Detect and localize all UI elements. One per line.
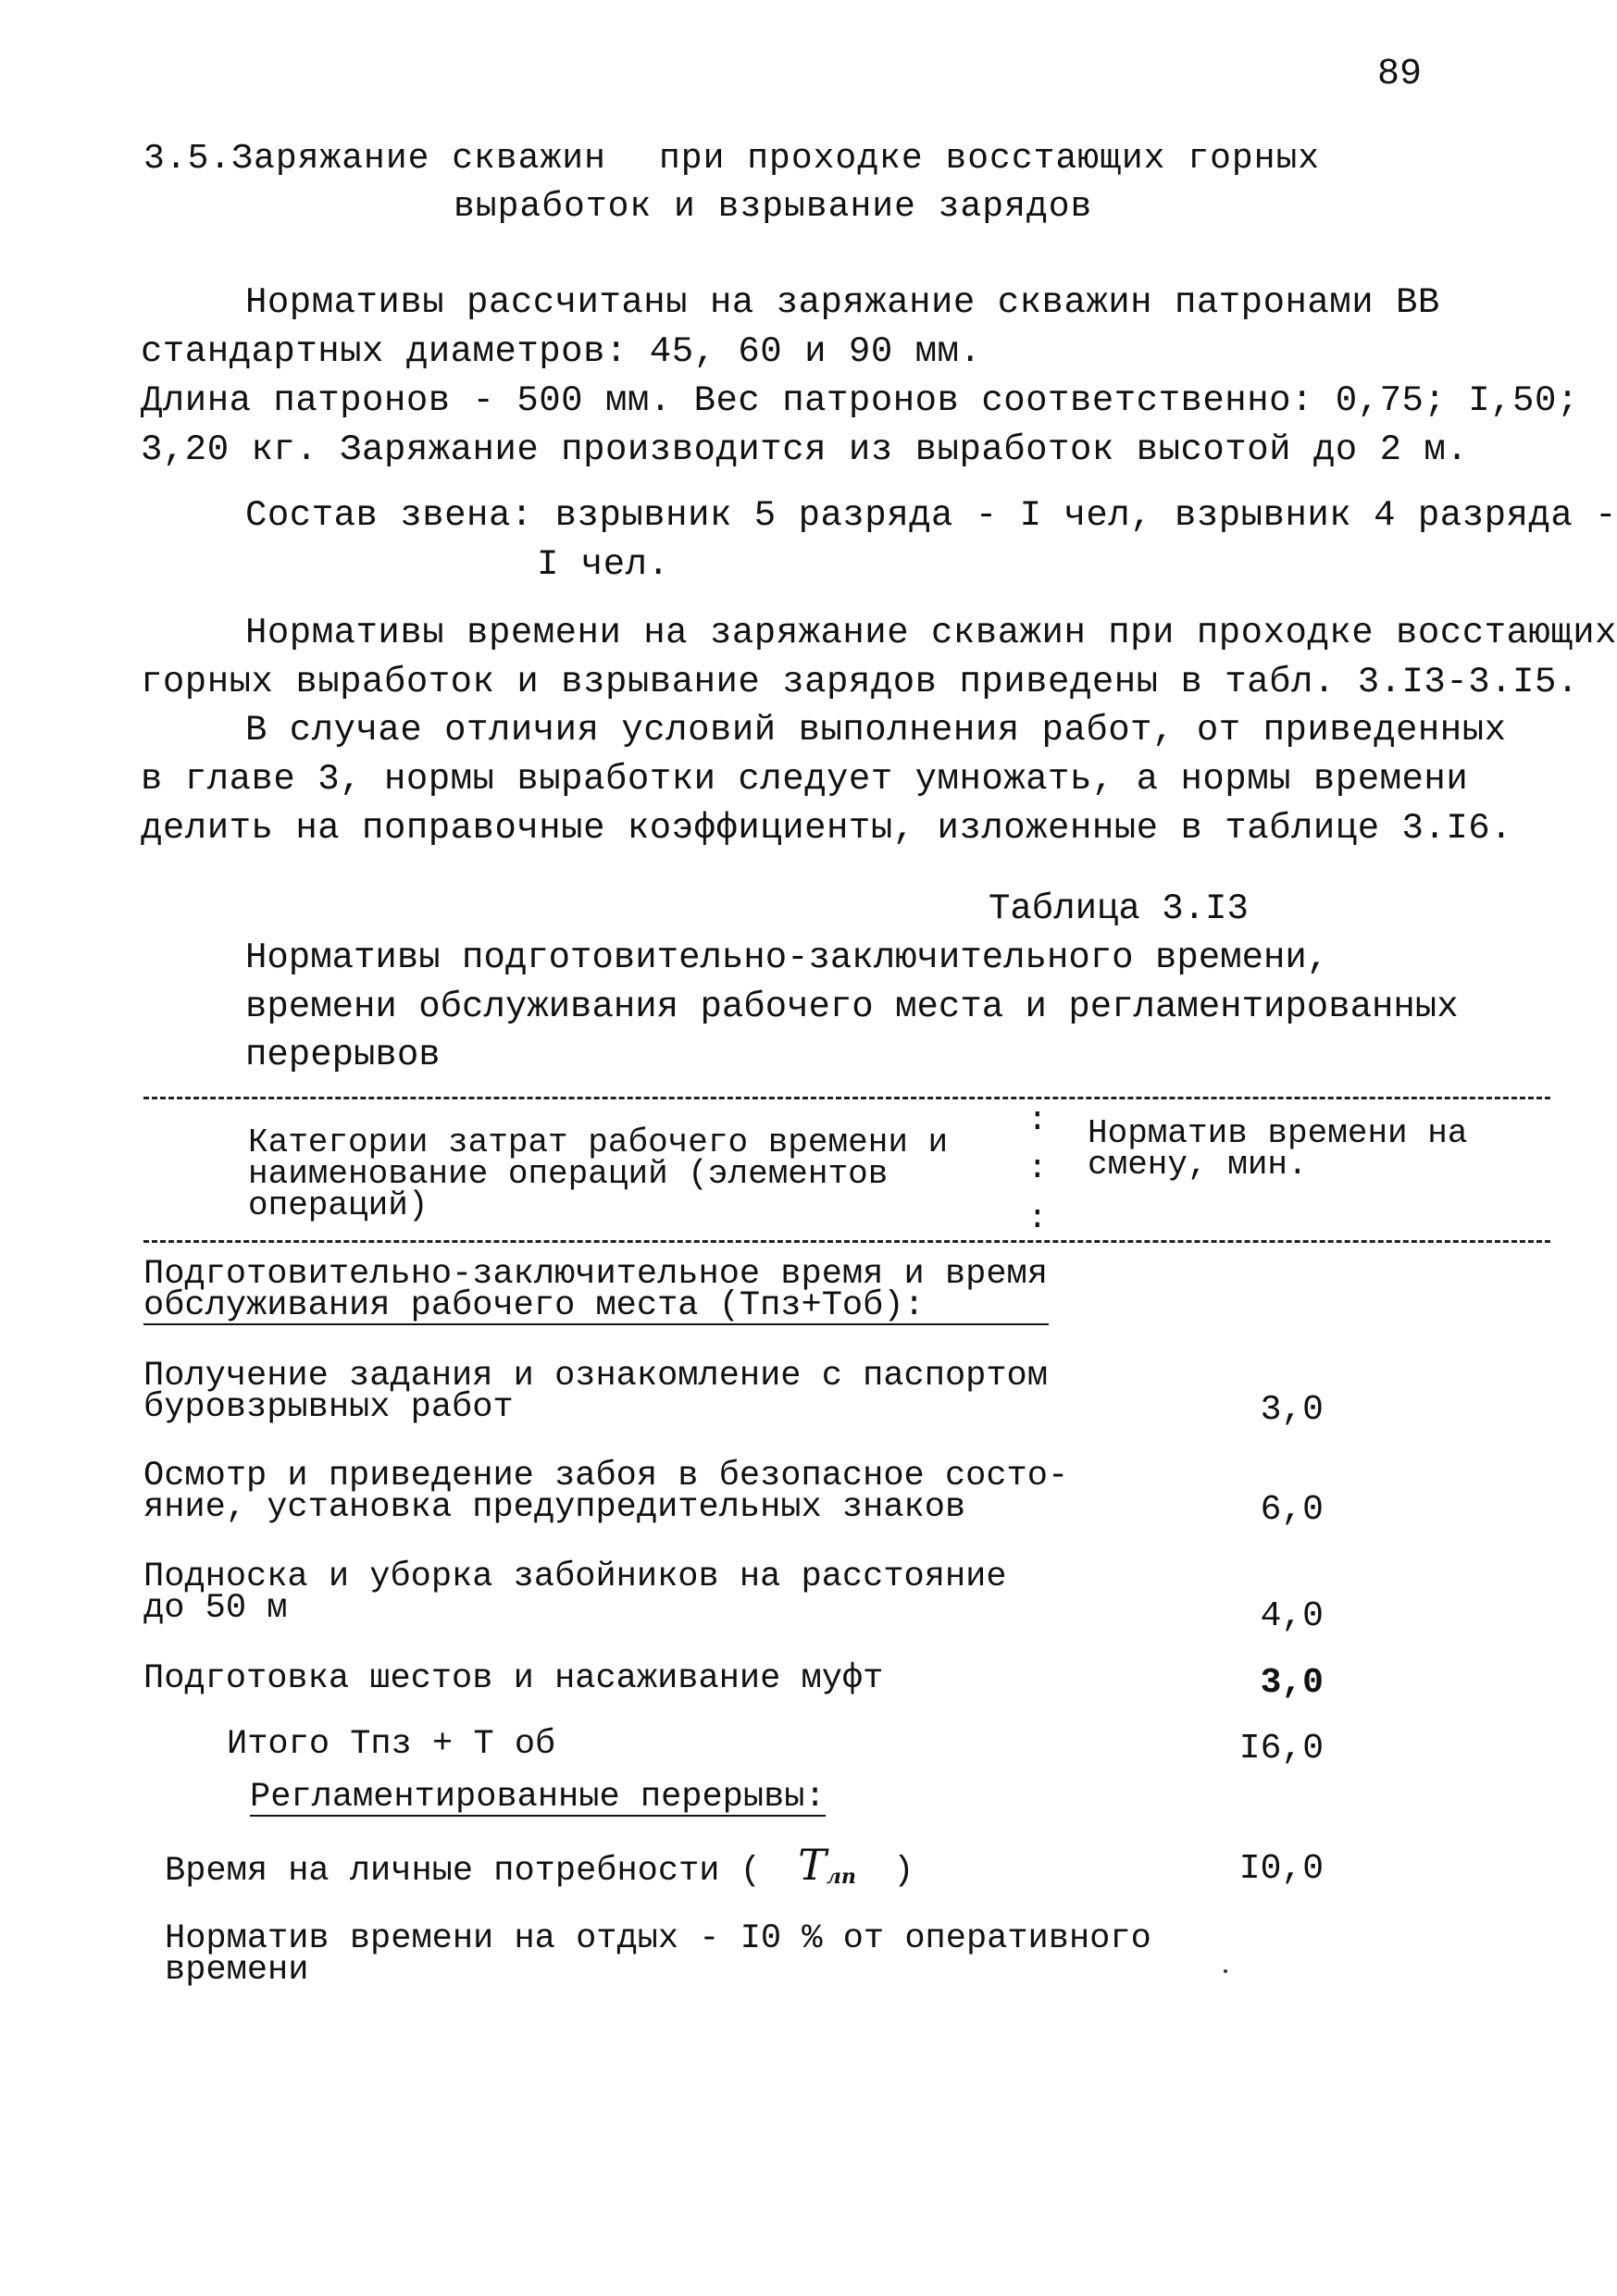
rest-norm-line-2: времени bbox=[165, 1951, 309, 1990]
personal-needs-label bbox=[165, 1840, 914, 1893]
paragraph-2-line-2: 3,20 кг. Заряжание производится из выработок высотой до 2 м. bbox=[141, 429, 1469, 470]
table-row-2-text-line-1: Осмотр и приведение забоя в безопасное состо- bbox=[143, 1457, 1069, 1496]
section-title-continued: при проходке восстающих горных bbox=[659, 139, 1321, 179]
paragraph-2-line-1: Длина патронов - 500 мм. Вес патронов соответственно: 0,75; I,50; bbox=[141, 380, 1579, 421]
table-row-3-text-line-1: Подноска и уборка забойников на расстояние bbox=[143, 1558, 1007, 1596]
total-value: I6,0 bbox=[1238, 1729, 1324, 1769]
personal-needs-close-paren: ) bbox=[893, 1852, 914, 1891]
paragraph-4-line-2: горных выработок и взрывание зарядов приведены в табл. 3.I3-3.I5. bbox=[141, 662, 1579, 702]
table-row-3-value: 4,0 bbox=[1260, 1596, 1324, 1636]
personal-needs-value: I0,0 bbox=[1238, 1849, 1324, 1889]
paragraph-5-line-3: делить на поправочные коэффициенты, изложенные в таблице 3.I6. bbox=[141, 808, 1513, 849]
table-row-2-value: 6,0 bbox=[1260, 1490, 1324, 1530]
section-1-heading-line-1: Подготовительно-заключительное время и время bbox=[143, 1255, 1048, 1294]
paragraph-3-line-2: I чел. bbox=[537, 544, 670, 585]
table-row-4-text-line-1: Подготовка шестов и насаживание муфт bbox=[143, 1659, 884, 1698]
tlp-subscript: лп bbox=[826, 1865, 856, 1889]
personal-needs-label-text: Время на личные потребности ( bbox=[165, 1852, 761, 1891]
table-header-bottom-rule bbox=[143, 1240, 1550, 1243]
paragraph-4-line-1: Нормативы времени на заряжание скважин при проходке восстающих bbox=[245, 613, 1617, 653]
table-row-2-text-line-2: яние, установка предупредительных знаков bbox=[143, 1488, 966, 1527]
section-1-heading-line-2: обслуживания рабочего места (Тпз+Тоб): bbox=[143, 1290, 1049, 1325]
column-separator-colon: : bbox=[1027, 1199, 1048, 1237]
table-row-3-text-line-2: до 50 м bbox=[143, 1589, 288, 1628]
page-number: 89 bbox=[1377, 54, 1423, 95]
paragraph-3-line-1: Состав звена: взрывник 5 разряда - I чел, взрывник 4 разряда - bbox=[245, 495, 1617, 536]
table-row-4-value: 3,0 bbox=[1260, 1663, 1324, 1703]
stray-dot-mark bbox=[1224, 1969, 1227, 1973]
tlp-symbol: Tлп bbox=[798, 1840, 856, 1890]
section-title-line2: выработок и взрывание зарядов bbox=[454, 187, 1093, 227]
table-row-1-text-line-2: буровзрывных работ bbox=[143, 1388, 514, 1427]
table-label: Таблица 3.I3 bbox=[989, 888, 1249, 929]
table-row-1-text-line-1: Получение задания и ознакомление с паспортом bbox=[143, 1357, 1048, 1396]
header-col2-line-2: смену, мин. bbox=[1088, 1146, 1308, 1184]
paragraph-5-line-1: В случае отличия условий выполнения работ, от приведенных bbox=[245, 710, 1507, 751]
header-col1-line-1: Категории затрат рабочего времени и bbox=[248, 1123, 949, 1161]
column-separator-colon: : bbox=[1027, 1149, 1048, 1187]
paragraph-5-line-2: в главе 3, нормы выработки следует умножать, а нормы времени bbox=[141, 759, 1469, 800]
header-col1-line-3: операций) bbox=[248, 1186, 429, 1224]
table-top-rule bbox=[143, 1097, 1550, 1099]
column-separator-colon: : bbox=[1027, 1101, 1048, 1139]
table-row-1-value: 3,0 bbox=[1260, 1390, 1324, 1430]
header-col2-line-1: Норматив времени на bbox=[1088, 1114, 1468, 1152]
table-caption-line-1: Нормативы подготовительно-заключительного времени, bbox=[245, 937, 1329, 978]
table-caption-line-2: времени обслуживания рабочего места и регламентированных bbox=[245, 987, 1459, 1027]
header-col1-line-2: наименование операций (элементов bbox=[248, 1155, 889, 1193]
section-title-number: 3.5.Заряжание скважин bbox=[143, 139, 606, 179]
paragraph-1-line-2: стандартных диаметров: 45, 60 и 90 мм. bbox=[141, 331, 982, 372]
section-2-heading: Регламентированные перерывы: bbox=[250, 1778, 826, 1817]
total-label: Итого Тпз + Т об bbox=[227, 1725, 556, 1764]
rest-norm-line-1: Норматив времени на отдых - I0 % от оперативного bbox=[165, 1919, 1151, 1958]
paragraph-1-line-1: Нормативы рассчитаны на заряжание скважин патронами ВВ bbox=[245, 282, 1440, 323]
table-caption-line-3: перерывов bbox=[245, 1035, 441, 1075]
